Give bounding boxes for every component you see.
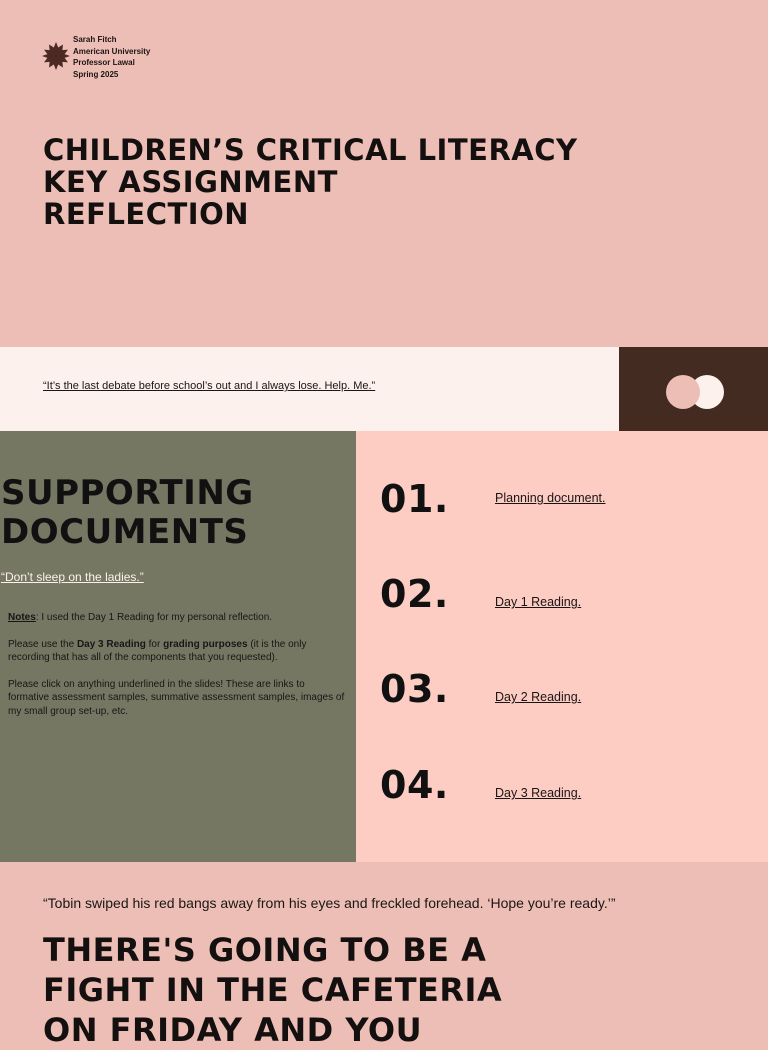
notes-line-1-text: : I used the Day 1 Reading for my personal reflection.	[35, 612, 273, 623]
bottom-heading-line-2: FIGHT IN THE CAFETERIA	[43, 971, 503, 1009]
notes-line-2-mid: for	[145, 638, 164, 650]
notes-line-2	[8, 638, 348, 665]
semester: Spring 2025	[73, 69, 119, 79]
notes-label: Notes	[8, 612, 36, 623]
university-name: American University	[73, 46, 151, 56]
notes-line-3: Please click on anything underlined in the slides! These are links to formative assessment samples, summative assessment samples, images of my small group set-up, etc.	[8, 678, 345, 717]
support-quote-link[interactable]: “Don’t sleep on the ladies.”	[1, 570, 144, 584]
bottom-heading-line-3: ON FRIDAY AND YOU	[43, 1011, 423, 1049]
supporting-documents-title	[1, 474, 254, 552]
list-number-4: 04.	[380, 763, 449, 807]
title-line-3: REFLECTION	[43, 197, 250, 231]
support-title-line-2: DOCUMENTS	[1, 512, 249, 552]
day3-reading-link[interactable]: Day 3 Reading.	[495, 786, 582, 800]
quote-band	[0, 347, 619, 431]
list-number-2: 02.	[380, 572, 449, 616]
quote-link[interactable]: “It’s the last debate before school’s out and I always lose. Help. Me.”	[43, 380, 376, 392]
title-line-1: CHILDREN’S CRITICAL LITERACY	[43, 133, 578, 167]
notes-line-2-post: (it is the only recording that has all of the components that you requested).	[8, 638, 307, 663]
planning-document-link[interactable]: Planning document.	[495, 491, 606, 505]
author-name: Sarah Fitch	[73, 35, 117, 44]
notes-line-1	[8, 611, 348, 625]
notes-line-2-pre: Please use the	[8, 638, 77, 650]
page-title	[43, 134, 733, 230]
list-number-1: 01.	[380, 477, 449, 521]
notes-day3-bold: Day 3 Reading	[76, 638, 146, 650]
bottom-quote: “Tobin swiped his red bangs away from his eyes and freckled forehead. ‘Hope you’re ready.’”	[43, 895, 616, 911]
professor-name: Professor Lawal	[73, 58, 135, 67]
list-number-3: 03.	[380, 667, 449, 711]
bottom-heading-line-1: THERE'S GOING TO BE A	[43, 931, 487, 969]
bottom-heading	[43, 930, 502, 1050]
day2-reading-link[interactable]: Day 2 Reading.	[495, 690, 582, 704]
title-line-2: KEY ASSIGNMENT	[43, 165, 338, 199]
support-title-line-1: SUPPORTING	[1, 473, 254, 513]
notes-grading-bold: grading purposes	[163, 638, 248, 650]
circle-left-icon	[666, 375, 700, 409]
day1-reading-link[interactable]: Day 1 Reading.	[495, 595, 582, 609]
notes-block	[8, 611, 348, 731]
starburst-logo-icon	[42, 42, 70, 70]
author-meta	[73, 34, 150, 80]
